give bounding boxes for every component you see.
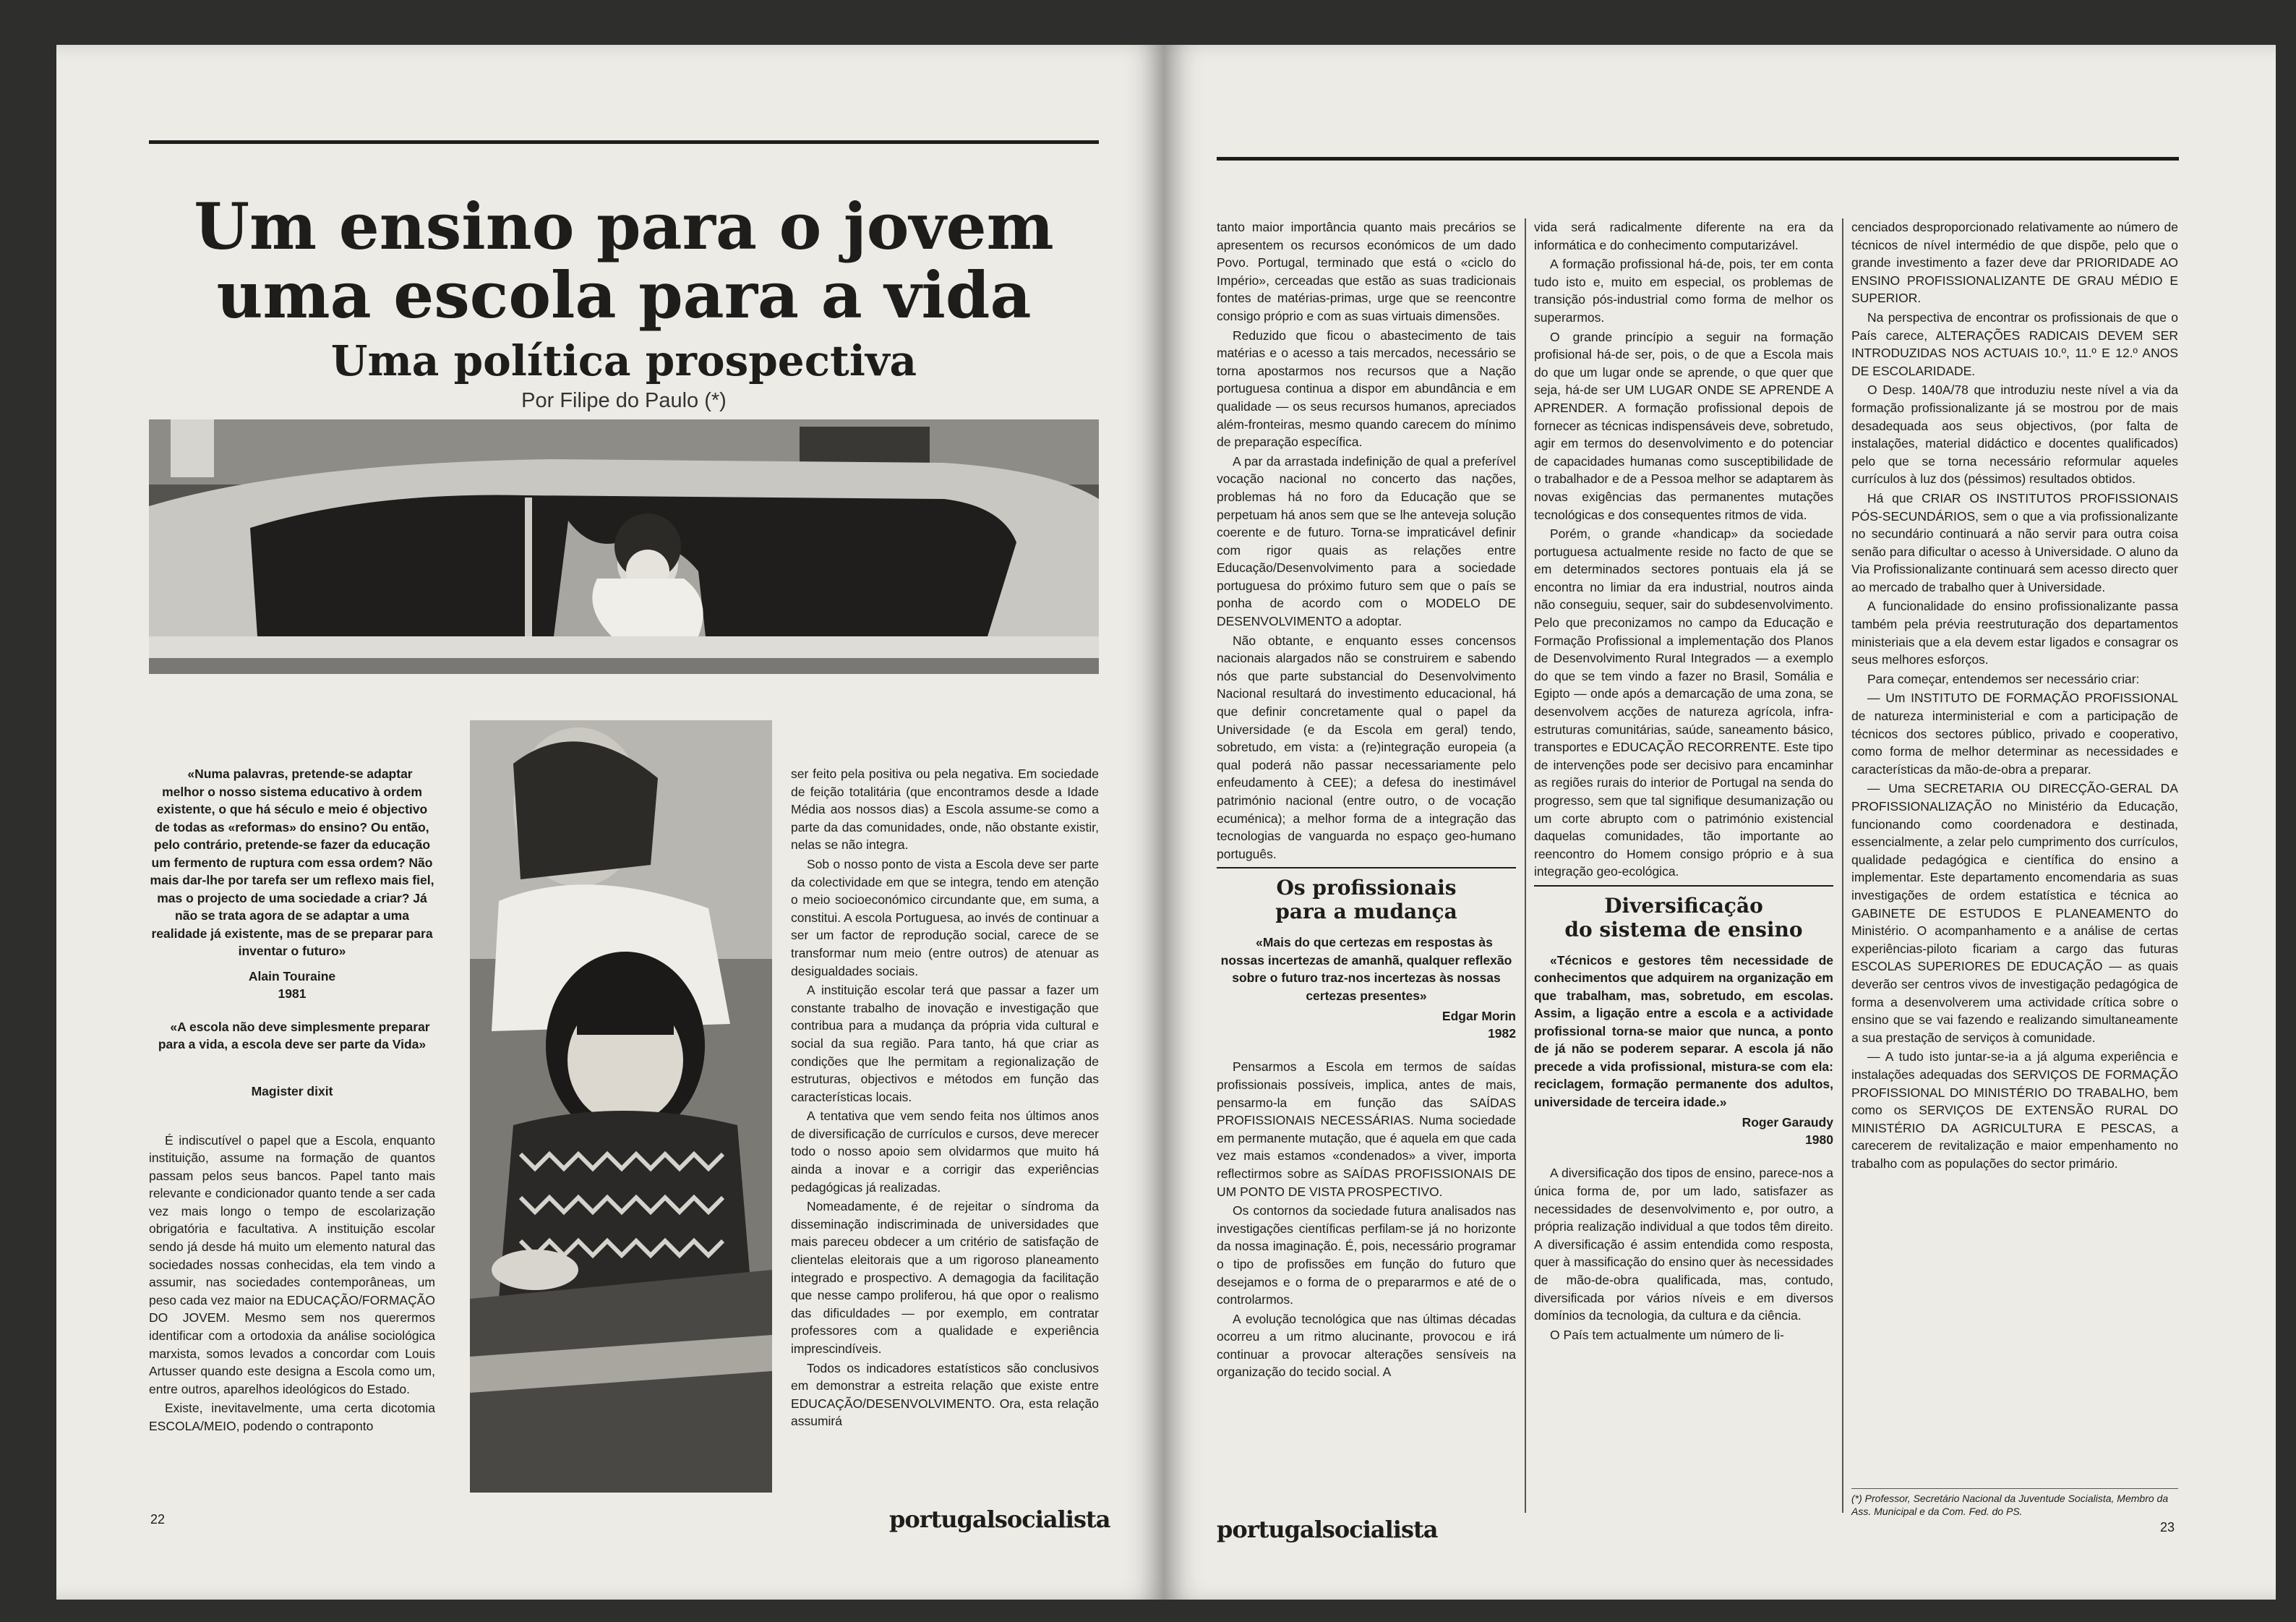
publication-logo: portugalsocialista xyxy=(1217,1516,1438,1543)
body-paragraph: A diversificação dos tipos de ensino, parece-nos a única forma de, por um lado, satisfazer as necessidades de desenvolvimento e, por outro, a própria realização individual a que todos têm direito. A diversificação é assim entendida como resposta, quer à massificação do ensino quer às necessidades de mão-de-obra qualificada, mas, contudo, diversificada por vários níveis e em diversos domínios da tecnologia, da cultura e da ciência. xyxy=(1534,1166,1833,1323)
left-page xyxy=(56,45,1164,1600)
author-name: Alain Touraine xyxy=(248,968,336,983)
body-paragraph: Na perspectiva de encontrar os profissionais de que o País carece, ALTERAÇÕES RADICAIS DEVEM SER INTRODUZIDAS NOS ACTUAIS 10.º, 11.º E 12.º ANOS DE ESCOLARIDADE. xyxy=(1851,310,2178,378)
left-col-3 xyxy=(791,765,1099,1432)
children-classroom-photo xyxy=(470,720,772,1493)
body-paragraph: — Um INSTITUTO DE FORMAÇÃO PROFISSIONAL de natureza interministerial e com a participação de técnicos dos sectores público, privado e cooperativo, como forma de melhor determinar as necessidades e características da mão-de-obra a preparar. xyxy=(1851,691,2178,777)
body-paragraph: Pensarmos a Escola em termos de saídas profissionais possíveis, implica, antes de mais, pensarmo-la em função das SAÍDAS PROFISSIONAIS NECESSÁRIAS. Numa sociedade em permanente mutação, que é aquela em que cada vez mais estamos «condenados» a viver, importa reflectirmos sobre as SAÍDAS PROFISSIONAIS DE UM PONTO DE VISTA PROSPECTIVO. xyxy=(1217,1059,1516,1199)
body-paragraph: vida será radicalmente diferente na era da informática e do conhecimento computarizável. xyxy=(1534,220,1833,252)
publication-logo: portugalsocialista xyxy=(889,1506,1110,1533)
right-col-2 xyxy=(1534,218,1833,1345)
subheading-line: do sistema de ensino xyxy=(1564,917,1803,942)
body-paragraph: A evolução tecnológica que nas últimas décadas ocorreu a um ritmo alucinante, provocou e irá continuar a provocar alterações sensíveis na organização do tecido social. A xyxy=(1217,1311,1516,1380)
body-paragraph: — A tudo isto juntar-se-ia a já alguma experiência e instalações adequadas dos SERVIÇOS DE FORMAÇÃO PROFISSIONAL DO MINISTÉRIO DO TRABALHO, bem como os SERVIÇOS DE EXTENSÃO RURAL DO MINISTÉRIO DA AGRICULTURA E PESCAS, a carecerem de revitalização e maior empenhamento no trabalho com as populações do sector primário. xyxy=(1851,1049,2178,1171)
right-col-1 xyxy=(1217,218,1516,1383)
quote-morin-author xyxy=(1217,1007,1516,1042)
page-number: 22 xyxy=(150,1512,166,1527)
body-paragraph: Há que CRIAR OS INSTITUTOS PROFISSIONAIS PÓS-SECUNDÁRIOS, sem o que a via profissionalizante no secundário continuará a não servir para outra coisa senão para dificultar o acesso à Universidade. O aluno da Via Profissionalizante continuará sem acesso directo quer ao mercado de trabalho quer à Universidade. xyxy=(1851,490,2178,594)
section-divider xyxy=(1217,867,1516,868)
body-paragraph: tanto maior importância quanto mais precários se apresentem os recursos económicos de um dado Povo. Portugal, terminado que está o «ciclo do Império», cerceadas que estão as suas tradicionais fontes de matérias-primas, urge que se reencontre consigo próprio e com as suas virtuais dimensões. xyxy=(1217,220,1516,323)
top-rule xyxy=(149,140,1099,144)
body-paragraph: O País tem actualmente um número de li- xyxy=(1550,1327,1784,1342)
body-paragraph: A tentativa que vem sendo feita nos últimos anos de diversificação de currículos e cursos, deve merecer todo o nosso apoio sem olvidarmos que muito há ainda a inovar e a corrigir das experiências pedagógicas já realizadas. xyxy=(791,1109,1099,1195)
subtitle: Uma política prospectiva xyxy=(330,336,917,385)
body-paragraph: Porém, o grande «handicap» da sociedade portuguesa actualmente reside no facto de que se em determinados sectores pontuais ela já se encontra no limiar da era industrial, noutros ainda não conseguiu, sequer, sair do subdesenvolvimento. Pelo que preconizamos no campo da Educação e Formação Profissional a implementação dos Planos de Desenvolvimento Rural Integrados — a exemplo do que se tem vindo a fazer no Brasil, Somália e Egipto — onde após a demarcação de uma zona, se desenvolvem acções de natureza agrícola, infra-estruturas comunitárias, saúde, saneamento básico, transportes e EDUCAÇÃO RECORRENTE. Este tipo de intervenções pode ser decisivo para encaminhar as regiões rurais do interior de Portugal na senda do progresso, sem que tal signifique desumanização ou um corte abrupto com o património existencial daquelas comunidades, tão importante ao reencontro do Homem consigo próprio e à sua integração geo-ecológica. xyxy=(1534,526,1833,879)
left-col-1 xyxy=(149,765,435,1437)
quote-magister-author: Magister dixit xyxy=(251,1083,333,1098)
body-paragraph: A instituição escolar terá que passar a fazer um constante trabalho de inovação e investigação que contribua para a mudança da própria vida cultural e social da sua região. Para tanto, há que criar as condições que lhe permitam a regionalização de estruturas, objectivos e métodos em função das características locais. xyxy=(791,983,1099,1104)
section-divider xyxy=(1534,885,1833,887)
body-paragraph: cenciados desproporcionado relativamente ao número de técnicos de nível intermédio de que dispõe, pelo que o grande investimento a fazer deve dar PRIORIDADE AO ENSINO PROFISSIONALIZANTE DE GRAU MÉDIO E SUPERIOR. xyxy=(1851,220,2178,306)
column-divider xyxy=(1525,218,1526,1513)
subheading-line: para a mudança xyxy=(1275,900,1457,924)
body-paragraph: Reduzido que ficou o abastecimento de tais matérias e o acesso a tais mercados, necessário se torna apostarmos nos recursos que a Nação portuguesa continua a dispor em abundância e em qualidade — os seus recursos humanos, apreciados além-fronteiras, mesmo quando carecem do mínimo de preparação específica. xyxy=(1217,328,1516,450)
quote-magister: «A escola não deve simplesmente preparar para a vida, a escola deve ser parte da Vida» xyxy=(158,1019,430,1051)
body-paragraph: Existe, inevitavelmente, uma certa dicotomia ESCOLA/MEIO, podendo o contraponto xyxy=(149,1401,435,1433)
body-paragraph: Os contornos da sociedade futura analisados nas investigações científicas perfilam-se já no horizonte da nossa imaginação. É, pois, necessário programar o tipo de profissões em função do futuro que desejamos e o forma de o prepararmos e até de o controlarmos. xyxy=(1217,1203,1516,1307)
subheading-diversificacao xyxy=(1534,894,1833,942)
subheading-line: Os profissionais xyxy=(1276,876,1457,900)
byline: Por Filipe do Paulo (*) xyxy=(521,389,727,412)
body-paragraph: Nomeadamente, é de rejeitar o síndroma da disseminação indiscriminada de universidades que mais pareceu obdecer a um critério de satisfação de clientelas eleitorais que a um rigoroso planeamento integrado e prospectivo. A demagogia da facilitação que nesse campo proliferou, há que opor o realismo das dificuldades — por exemplo, em contratar professores com a qualidade e experiência imprescindíveis. xyxy=(791,1199,1099,1356)
top-rule xyxy=(1217,157,2179,161)
body-paragraph: Para começar, entendemos ser necessário criar: xyxy=(1867,671,2140,686)
author-footnote: (*) Professor, Secretário Nacional da Juventude Socialista, Membro da Ass. Municipal e da Com. Fed. do PS. xyxy=(1851,1488,2178,1518)
subheading-line: Diversificação xyxy=(1604,893,1763,918)
body-paragraph: A formação profissional há-de, pois, ter em conta tudo isto e, muito em especial, os problemas de transição pós-industrial como forma de melhor os superarmos. xyxy=(1534,257,1833,325)
body-paragraph: O Desp. 140A/78 que introduziu neste nível a via da formação profissionalizante já se mostrou por de mais desadequada aos seus objectivos, (por falta de instalações, material didáctico e docentes qualificados) pelo que se torna necessário reformular aqueles currículos à luz dos (péssimos) resultados obtidos. xyxy=(1851,383,2178,487)
page-number: 23 xyxy=(2160,1520,2175,1535)
body-paragraph: Sob o nosso ponto de vista a Escola deve ser parte da colectividade em que se integra, tendo em atenção o meio socioeconómico circundante que, em suma, a constitui. A escola Portuguesa, ao invés de continuar a ser um factor de reprodução social, carece de se transformar num meio (entre outros) de atenuar as desigualdades sociais. xyxy=(791,856,1099,978)
quote-morin: «Mais do que certezas em respostas às nossas incertezas de amanhã, qualquer reflexão sobre o futuro traz-nos incertezas às nossas certezas presentes» xyxy=(1220,935,1512,1003)
author-name: Roger Garaudy xyxy=(1742,1115,1833,1130)
body-paragraph: É indiscutível o papel que a Escola, enquanto instituição, assume na formação de quantos passam pelos seus bancos. Papel tanto mais relevante e condicionador quanto tende a ser cada vez mais longo o tempo de escolarização obrigatória e facultativa. A instituição escolar sendo já desde há muito um elemento natural das sociedades nossas conhecidas, ela tem vindo a assumir, nas sociedades contemporâneas, um peso cada vez maior na EDUCAÇÃO/FORMAÇÃO DO JOVEM. Mesmo sem nos querermos identificar com a ortodoxia da análise sociológica marxista, somos levados a concordar com Louis Artusser quando este designa a Escola como um, entre outros, aparelhos ideológicos do Estado. xyxy=(149,1132,435,1396)
body-paragraph: Não obtante, e enquanto esses concensos nacionais alargados não se construirem e sabendo nós que parte substancial do Desenvolvimento Nacional resultará do investimento educacional, há que definir concretamente qual o papel da Universidade (e da Escola em geral) tendo, sobretudo, em vista: a (re)integração europeia (a qual poderá não passar necessariamente pelo enfeudamento à CEE); a defesa do inestimável património nacional (entre outro, o de vocação ecuménica); a melhor forma de a integração das tecnologias de vanguarda no espaço geo-humano português. xyxy=(1217,633,1516,861)
body-paragraph: Todos os indicadores estatísticos são conclusivos em demonstrar a estreita relação que existe entre EDUCAÇÃO/DESENVOLVIMENTO. Ora, esta relação assumirá xyxy=(791,1360,1099,1429)
quote-touraine-author xyxy=(149,968,435,1002)
body-paragraph: — Uma SECRETARIA OU DIRECÇÃO-GERAL DA PROFISSIONALIZAÇÃO no Ministério da Educação, funcionando como coordenadora e destinada, essencialmente, a zelar pelo cumprimento dos currículos, qualidade pedagógica e científica do ensino a implementar. Este departamento encomendaria as suas investigações de ordem estatística e técnica ao GABINETE DE ESTUDOS E PLANEAMENTO do Ministério. O acompanhamento e a análise de certas experiências-piloto ficariam a cargo das futuras ESCOLAS SUPERIORES DE EDUCAÇÃO — as quais deverão ser centros vivos de investigação pedagógica de forma a desenvolverem uma actividade crítica sobre o ensino que se vai fazendo e realizando simultaneamente a sua prestação de serviços à comunidade. xyxy=(1851,781,2178,1045)
headline-line1: Um ensino para o jovem xyxy=(194,189,1054,264)
headline-line2: uma escola para a vida xyxy=(216,257,1032,333)
quote-touraine: «Numa palavras, pretende-se adaptar melhor o nosso sistema educativo à ordem existente, o que há século e meio é objectivo de todas as «reformas» do ensino? Ou então, pelo contrário, pretende-se fazer da educação um fermento de ruptura com essa ordem? Não mais dar-lhe por tarefa ser um reflexo mais fiel, mas o projecto de uma sociedade a criar? Já não se trata agora de se adaptar a uma realidade já existente, mas de se preparar para inventar o futuro» xyxy=(150,767,434,958)
right-page xyxy=(1164,45,2276,1600)
right-col-3 xyxy=(1851,218,2178,1174)
body-paragraph: ser feito pela positiva ou pela negativa. Em sociedade de feição totalitária (que encontramos desde a Idade Média aos nossos dias) a Escola assume-se como a parte da das comunidades, onde, não obstante existir, nelas se não integra. xyxy=(791,767,1099,853)
body-paragraph: O grande princípio a seguir na formação profisional há-de ser, pois, o de que a Escola mais do que um lugar onde se aprende, o que quer que seja, há-de ser UM LUGAR ONDE SE APRENDE A APRENDER. A formação profissional depois de fornecer as técnicas indispensáveis deve, sobretudo, agir em termos do desenvolvimento e do potenciar de capacidades humanas como susceptibilidade de o trabalhador e de a Pessoa melhor se adaptarem às novas exigências das permanentes mutações tecnológicas e dos consequentes ritmos de vida. xyxy=(1534,329,1833,522)
author-year: 1980 xyxy=(1805,1132,1833,1148)
column-divider xyxy=(1842,218,1843,1513)
body-paragraph: A funcionalidade do ensino profissionalizante passa também pela prévia reestruturação dos departamentos ministeriais que a ela devem estar ligados e consagrar os seus melhores esforços. xyxy=(1851,599,2178,667)
quote-garaudy: «Técnicos e gestores têm necessidade de conhecimentos que adquirem na organização em que trabalham, mas, sobretudo, em escolas. Assim, a ligação entre a escola e a actividade profissional torna-se maior que nunca, a ponto de já não se poderem separar. A escola já não precede a vida profissional, mistura-se com ela: reciclagem, formação permanente dos adultos, universidade de terceira idade.» xyxy=(1534,952,1833,1109)
quote-garaudy-author xyxy=(1534,1114,1833,1148)
car-window-photo xyxy=(149,419,1099,674)
author-year: 1981 xyxy=(278,986,307,1001)
body-paragraph: A par da arrastada indefinição de qual a preferível vocação nacional no concerto das nações, problemas há no foro da Educação que se perpetuam há anos sem que se lhe anteveja solução coerente e de futuro. Torna-se impraticável definir com rigor quais as relações entre Educação/Desenvolvimento para a sociedade portuguesa do próximo futuro sem que o país se ponha de acordo com o MODELO DE DESENVOLVIMENTO a adoptar. xyxy=(1217,453,1516,629)
author-name: Edgar Morin xyxy=(1442,1009,1516,1024)
author-year: 1982 xyxy=(1488,1026,1516,1041)
subheading-profissionais xyxy=(1217,876,1516,923)
